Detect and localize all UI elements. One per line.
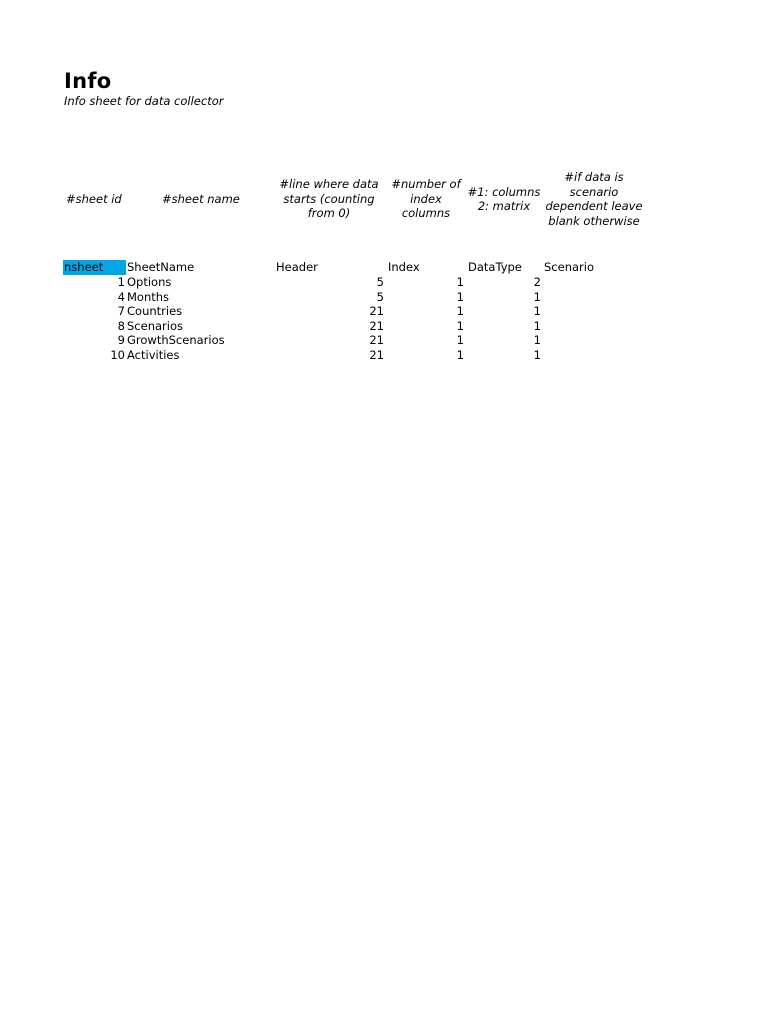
cell-scenario[interactable]: [544, 304, 624, 319]
cell-header[interactable]: 21: [369, 304, 384, 318]
cell-sheetname[interactable]: Activities: [127, 347, 180, 362]
cell-sheetname[interactable]: Scenarios: [127, 318, 183, 333]
cell-datatype[interactable]: 1: [533, 304, 541, 318]
cell-header[interactable]: 21: [369, 333, 384, 347]
cell-nsheet[interactable]: 1: [117, 275, 125, 289]
cell-scenario[interactable]: [544, 275, 624, 290]
cell-scenario[interactable]: [544, 348, 624, 363]
desc-scenario: #if data is scenario dependent leave blank otherwise: [545, 170, 643, 228]
cell-index[interactable]: 1: [456, 304, 464, 318]
cell-sheetname[interactable]: Months: [127, 289, 170, 304]
cell-index[interactable]: 1: [456, 275, 464, 289]
cell-nsheet[interactable]: 7: [117, 304, 125, 318]
cell-scenario[interactable]: [544, 319, 624, 334]
desc-header: #line where data starts (counting from 0): [279, 177, 379, 221]
cell-index[interactable]: 1: [456, 347, 464, 362]
cell-sheetname[interactable]: Countries: [127, 304, 183, 318]
cell-sheetname-header[interactable]: SheetName: [127, 260, 195, 274]
cell-sheetname[interactable]: Options: [127, 275, 172, 289]
cell-index-header[interactable]: Index: [388, 260, 420, 274]
cell-datatype[interactable]: 2: [533, 275, 541, 289]
cell-index[interactable]: 1: [456, 289, 464, 304]
cell-scenario[interactable]: [544, 333, 624, 348]
cell-datatype[interactable]: 1: [533, 347, 541, 362]
cell-nsheet[interactable]: 9: [117, 333, 125, 347]
cell-nsheet[interactable]: 4: [117, 289, 125, 304]
cell-datatype[interactable]: 1: [533, 289, 541, 304]
desc-sheet-name: #sheet name: [162, 191, 240, 206]
cell-datatype[interactable]: 1: [533, 318, 541, 333]
cell-nsheet[interactable]: 8: [117, 318, 125, 333]
cell-nsheet-header[interactable]: nsheet: [63, 260, 126, 275]
cell-nsheet[interactable]: 10: [110, 347, 125, 362]
cell-datatype-header[interactable]: DataType: [468, 260, 522, 274]
cell-header-header[interactable]: Header: [276, 260, 318, 274]
cell-scenario[interactable]: [544, 290, 624, 305]
cell-header[interactable]: 5: [376, 275, 384, 289]
cell-scenario-header[interactable]: Scenario: [544, 260, 594, 274]
page-title: Info: [64, 69, 112, 93]
cell-sheetname[interactable]: GrowthScenarios: [127, 333, 225, 347]
desc-datatype: #1: columns 2: matrix: [467, 184, 541, 213]
desc-sheet-id: #sheet id: [66, 191, 122, 206]
cell-datatype[interactable]: 1: [533, 333, 541, 347]
page-subtitle: Info sheet for data collector: [64, 94, 224, 108]
cell-header[interactable]: 5: [376, 289, 384, 304]
desc-index: #number of index columns: [391, 177, 461, 221]
cell-index[interactable]: 1: [456, 333, 464, 347]
cell-header[interactable]: 21: [369, 318, 384, 333]
cell-index[interactable]: 1: [456, 318, 464, 333]
cell-header[interactable]: 21: [369, 347, 384, 362]
